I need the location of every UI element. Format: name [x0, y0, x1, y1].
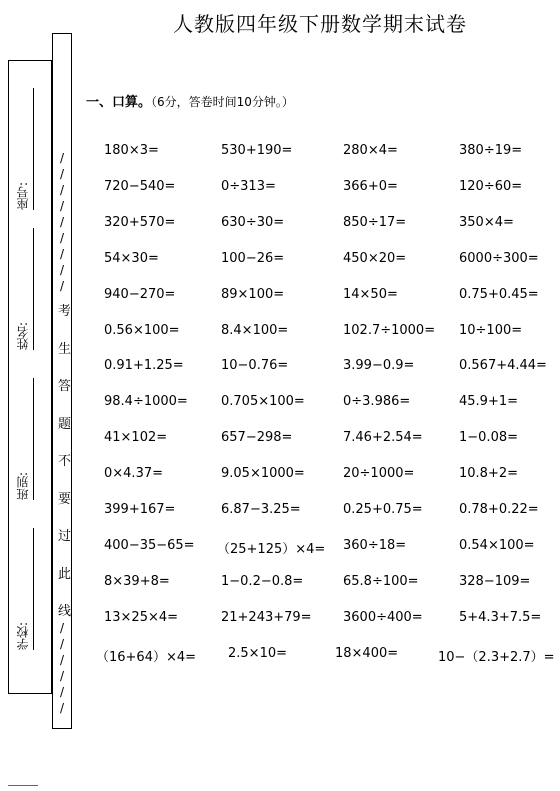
problem: 41×102=	[104, 430, 168, 446]
problem: 8.4×100=	[221, 322, 289, 338]
info-field[interactable]	[14, 88, 48, 210]
problem: 366+0=	[343, 178, 398, 194]
problem: 530+190=	[221, 143, 293, 158]
problem: 180×3=	[104, 143, 159, 158]
seal-slash: /	[60, 231, 65, 245]
problem: 850÷17=	[343, 214, 407, 230]
problem: 10.8+2=	[459, 466, 519, 482]
seal-slash: /	[60, 183, 65, 197]
problem: （25+125）×4=	[217, 541, 326, 557]
seal-slash: /	[60, 199, 65, 213]
page-title: 人教版四年级下册数学期末试卷	[173, 12, 467, 36]
seal-slash: /	[60, 151, 65, 165]
section-heading	[86, 91, 294, 110]
problem: 14×50=	[343, 286, 398, 302]
problem: 65.8÷100=	[343, 573, 419, 589]
problem: 6000÷300=	[459, 250, 539, 266]
fill-in-line[interactable]	[33, 528, 34, 650]
problem: 13×25×4=	[104, 609, 179, 625]
seal-text-char: 题	[58, 416, 72, 432]
info-field-label: 座号:	[16, 181, 30, 210]
seal-slash: /	[60, 279, 65, 293]
info-field[interactable]	[14, 528, 48, 650]
problem: 10−（2.3+2.7）=	[438, 649, 555, 665]
problem: 0.91+1.25=	[104, 358, 184, 374]
problem: 21+243+79=	[221, 609, 312, 625]
problem: 1−0.08=	[459, 430, 519, 446]
seal-slash: /	[60, 215, 65, 229]
seal-slash: /	[60, 701, 65, 715]
problem: 0.705×100=	[221, 394, 305, 410]
problem: 0.75+0.45=	[459, 286, 539, 302]
info-field-label: 姓名:	[16, 321, 30, 350]
seal-slash: /	[60, 247, 65, 261]
problem: 3600÷400=	[343, 609, 423, 625]
problem: 18×400=	[335, 645, 399, 661]
problem: 657−298=	[221, 430, 293, 446]
problem: 9.05×1000=	[221, 466, 305, 482]
problem: 400−35−65=	[104, 537, 195, 553]
problem: 0×4.37=	[104, 466, 164, 482]
problem: 328−109=	[459, 573, 531, 589]
seal-slash: /	[60, 653, 65, 667]
problem: 100−26=	[221, 250, 285, 266]
problem: 6.87−3.25=	[221, 502, 301, 517]
problem: 0.54×100=	[459, 537, 535, 553]
problem: 450×20=	[343, 250, 407, 266]
seal-text-char: 过	[58, 529, 72, 544]
section-note: （6分，答卷时间10分钟。）	[151, 95, 294, 109]
problem: 0.25+0.75=	[343, 502, 423, 517]
seal-slash: /	[60, 669, 65, 683]
problem: 1−0.2−0.8=	[221, 573, 304, 589]
problem: 102.7÷1000=	[343, 322, 436, 338]
problem: 0÷3.986=	[343, 394, 411, 410]
seal-text-char: 线	[58, 604, 72, 619]
problem: 0.56×100=	[104, 322, 180, 338]
problem: 45.9+1=	[459, 394, 519, 410]
info-field[interactable]	[14, 228, 48, 350]
seal-text-char: 考	[58, 304, 72, 319]
seal-slash: /	[60, 263, 65, 277]
page-mark	[8, 785, 38, 786]
problem: 5+4.3+7.5=	[459, 609, 542, 625]
problem: 54×30=	[104, 250, 159, 266]
seal-text-char: 生	[58, 341, 72, 357]
problem: 720−540=	[104, 178, 176, 194]
problem: 280×4=	[343, 143, 398, 158]
seal-text-char: 要	[58, 491, 72, 507]
fill-in-line[interactable]	[33, 88, 34, 210]
seal-text-char: 此	[58, 566, 72, 582]
problem: 20÷1000=	[343, 466, 415, 482]
problem: 0.567+4.44=	[459, 358, 547, 374]
info-field[interactable]	[14, 378, 48, 500]
problem: （16+64）×4=	[96, 649, 197, 665]
problem: 3.99−0.9=	[343, 358, 415, 374]
problem: 120÷60=	[459, 178, 523, 194]
problem: 350×4=	[459, 214, 514, 230]
problem: 940−270=	[104, 286, 176, 302]
problem: 630÷30=	[221, 214, 285, 230]
seal-slash: /	[60, 685, 65, 699]
info-field-label: 班别:	[16, 471, 30, 500]
problem: 320+570=	[104, 214, 176, 230]
problem: 10÷100=	[459, 322, 523, 338]
fill-in-line[interactable]	[33, 228, 34, 350]
problem: 98.4÷1000=	[104, 394, 188, 410]
problem: 0.78+0.22=	[459, 502, 539, 517]
seal-text-char: 不	[58, 454, 72, 469]
problem: 380÷19=	[459, 143, 523, 158]
problem: 89×100=	[221, 286, 285, 302]
info-field-label: 学校:	[16, 621, 30, 650]
problem: 0÷313=	[221, 178, 276, 194]
fill-in-line[interactable]	[33, 378, 34, 500]
problem: 7.46+2.54=	[343, 430, 423, 446]
problem: 399+167=	[104, 502, 176, 517]
problem: 8×39+8=	[104, 573, 170, 589]
seal-slash: /	[60, 637, 65, 651]
seal-slash: /	[60, 167, 65, 181]
problem: 10−0.76=	[221, 358, 289, 374]
problem: 360÷18=	[343, 537, 407, 553]
problem: 2.5×10=	[228, 645, 288, 661]
seal-slash: /	[60, 621, 65, 635]
section-title: 一、口算。	[86, 95, 152, 110]
seal-text-char: 答	[58, 379, 72, 394]
